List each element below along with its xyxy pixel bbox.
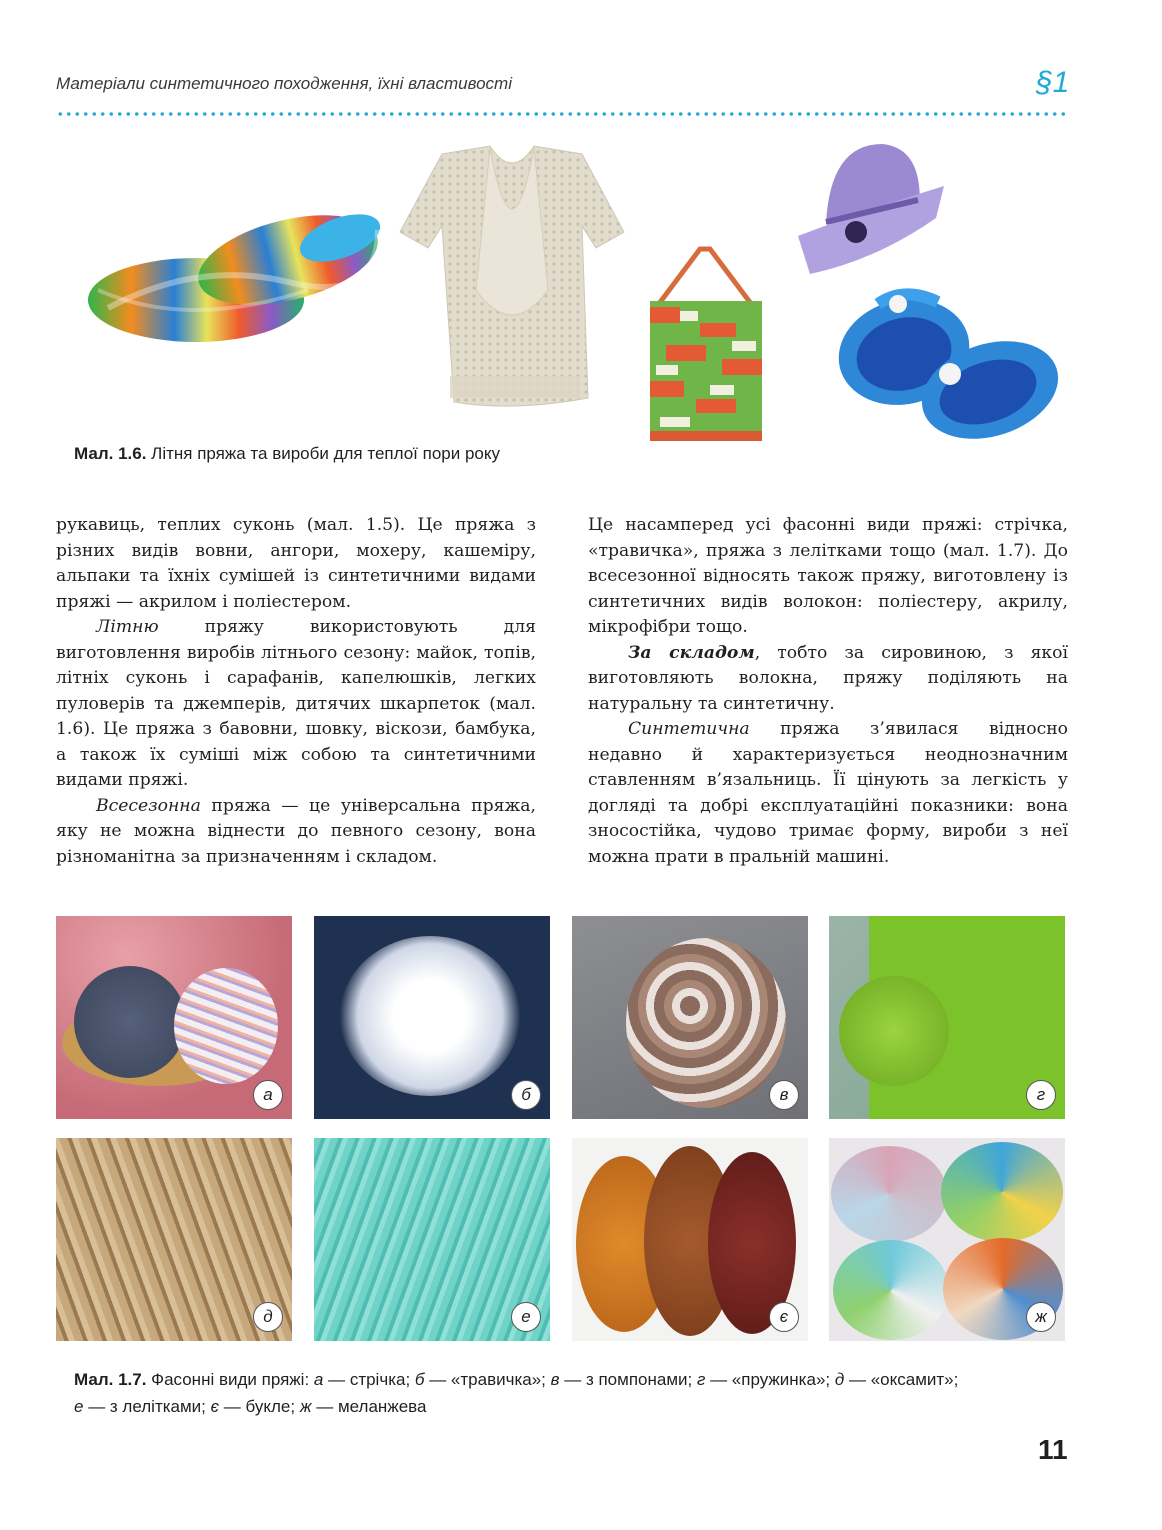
body-text-left-column [56, 513, 536, 881]
knitted-summer-top-photo [398, 140, 626, 412]
emphasized-text: в [550, 1370, 560, 1389]
tile-letter-badge: в [769, 1080, 799, 1110]
emphasized-text: е [74, 1397, 84, 1416]
text-run: — з лелітками; [83, 1397, 211, 1416]
emphasized-text: ж [299, 1397, 312, 1416]
text-run: Це насамперед усі фасонні види пряжі: стрічка, «травичка», пряжа з лелітками тощо (мал. 1.7). До всесезонної відносять також пряжу, виготовлену із синтетичних видів волокон: поліестеру, акрилу, мікрофібри тощо. [588, 515, 1068, 637]
yarn-tile-pompoms [572, 916, 808, 1119]
emphasized-text: а [313, 1370, 324, 1389]
yarn-tile-spring [829, 916, 1065, 1119]
emphasized-text: є [210, 1397, 220, 1416]
yarn-tile-grass [314, 916, 550, 1119]
text-run: пряжа з’явилася відносно недавно й характеризується неоднозначним ставленням в’язальниць. Її цінують за легкість у догляді та добрі експлуатаційні показники: вона зносостійка, чудово тримає форму, вироби з неї можна прати в пральній машині. [588, 719, 1068, 867]
text-run: , тобто за сировиною, з якої виготовляють волокна, пряжу поділяють на натуральну та синтетичну. [588, 642, 1068, 714]
text-run: — «оксамит»; [844, 1370, 959, 1389]
yarn-tile-melange [829, 1138, 1065, 1341]
header-dotted-rule [56, 112, 1068, 116]
text-run: — стрічка; [323, 1370, 415, 1389]
tile-letter-badge: а [253, 1080, 283, 1110]
yarn-tile-velvet [56, 1138, 292, 1341]
crochet-sandals-photo [834, 282, 1066, 442]
text-run: — букле; [219, 1397, 300, 1416]
text-run: Фасонні види пряжі: [146, 1370, 314, 1389]
rainbow-yarn-skein-photo [78, 190, 390, 350]
emphasized-text: Синтетична [628, 719, 750, 739]
page-number: 11 [1038, 1434, 1068, 1465]
text-run: — меланжева [311, 1397, 427, 1416]
text-run: пряжа — це універсальна пряжа, яку не можна віднести до певного сезону, вона різноманітна за призначенням і складом. [56, 795, 536, 867]
tile-letter-badge: д [253, 1302, 283, 1332]
emphasized-text: б [414, 1370, 425, 1389]
emphasized-text: Літню [96, 617, 159, 637]
emphasized-text: За складом [628, 642, 755, 663]
emphasized-text: Всесезонна [96, 795, 201, 816]
text-run: — «пружинка»; [705, 1370, 835, 1389]
tile-letter-badge: б [511, 1080, 541, 1110]
body-text-right-column [588, 513, 1068, 881]
body-paragraph [56, 513, 536, 615]
crochet-hat-photo [796, 140, 946, 280]
body-paragraph [588, 513, 1068, 641]
caption-label: Мал. 1.6. [74, 444, 147, 463]
text-run: Літня пряжа та вироби для теплої пори року [146, 444, 500, 463]
yarn-tile-boucle [572, 1138, 808, 1341]
yarn-tile-sequins [314, 1138, 550, 1341]
text-run: рукавиць, теплих суконь (мал. 1.5). Це пряжа з різних видів вовни, ангори, мохеру, кашеміру, альпаки та їхніх сумішей із синтетичними видами пряжі — акрилом і поліестером. [56, 515, 536, 612]
text-run: — «травичка»; [424, 1370, 551, 1389]
body-paragraph [56, 615, 536, 794]
crochet-bag-photo [640, 245, 768, 445]
running-title: Матеріали синтетичного походження, їхні властивості [56, 74, 512, 93]
tile-letter-badge: г [1026, 1080, 1056, 1110]
caption-label: Мал. 1.7. [74, 1370, 147, 1389]
body-paragraph [588, 641, 1068, 718]
tile-letter-badge: ж [1026, 1302, 1056, 1332]
yarn-tile-ribbon [56, 916, 292, 1119]
figure-1-7-caption [74, 1366, 1074, 1420]
body-paragraph [56, 794, 536, 871]
emphasized-text: д [834, 1370, 845, 1389]
figure-1-6-caption [74, 444, 500, 464]
body-paragraph [588, 717, 1068, 870]
tile-letter-badge: е [511, 1302, 541, 1332]
tile-letter-badge: є [769, 1302, 799, 1332]
text-run: — з помпонами; [559, 1370, 697, 1389]
text-run: пряжу використовують для виготовлення виробів літнього сезону: майок, топів, літніх суконь і сарафанів, капелюшків, легких пуловерів та джемперів, дитячих шкарпеток (мал. 1.6). Це пряжа з бавовни, шовку, віскози, бамбука, а також їх суміші між собою та синтетичними видами пряжі. [56, 617, 536, 790]
section-mark: §1 [1036, 66, 1070, 99]
emphasized-text: г [696, 1370, 706, 1389]
